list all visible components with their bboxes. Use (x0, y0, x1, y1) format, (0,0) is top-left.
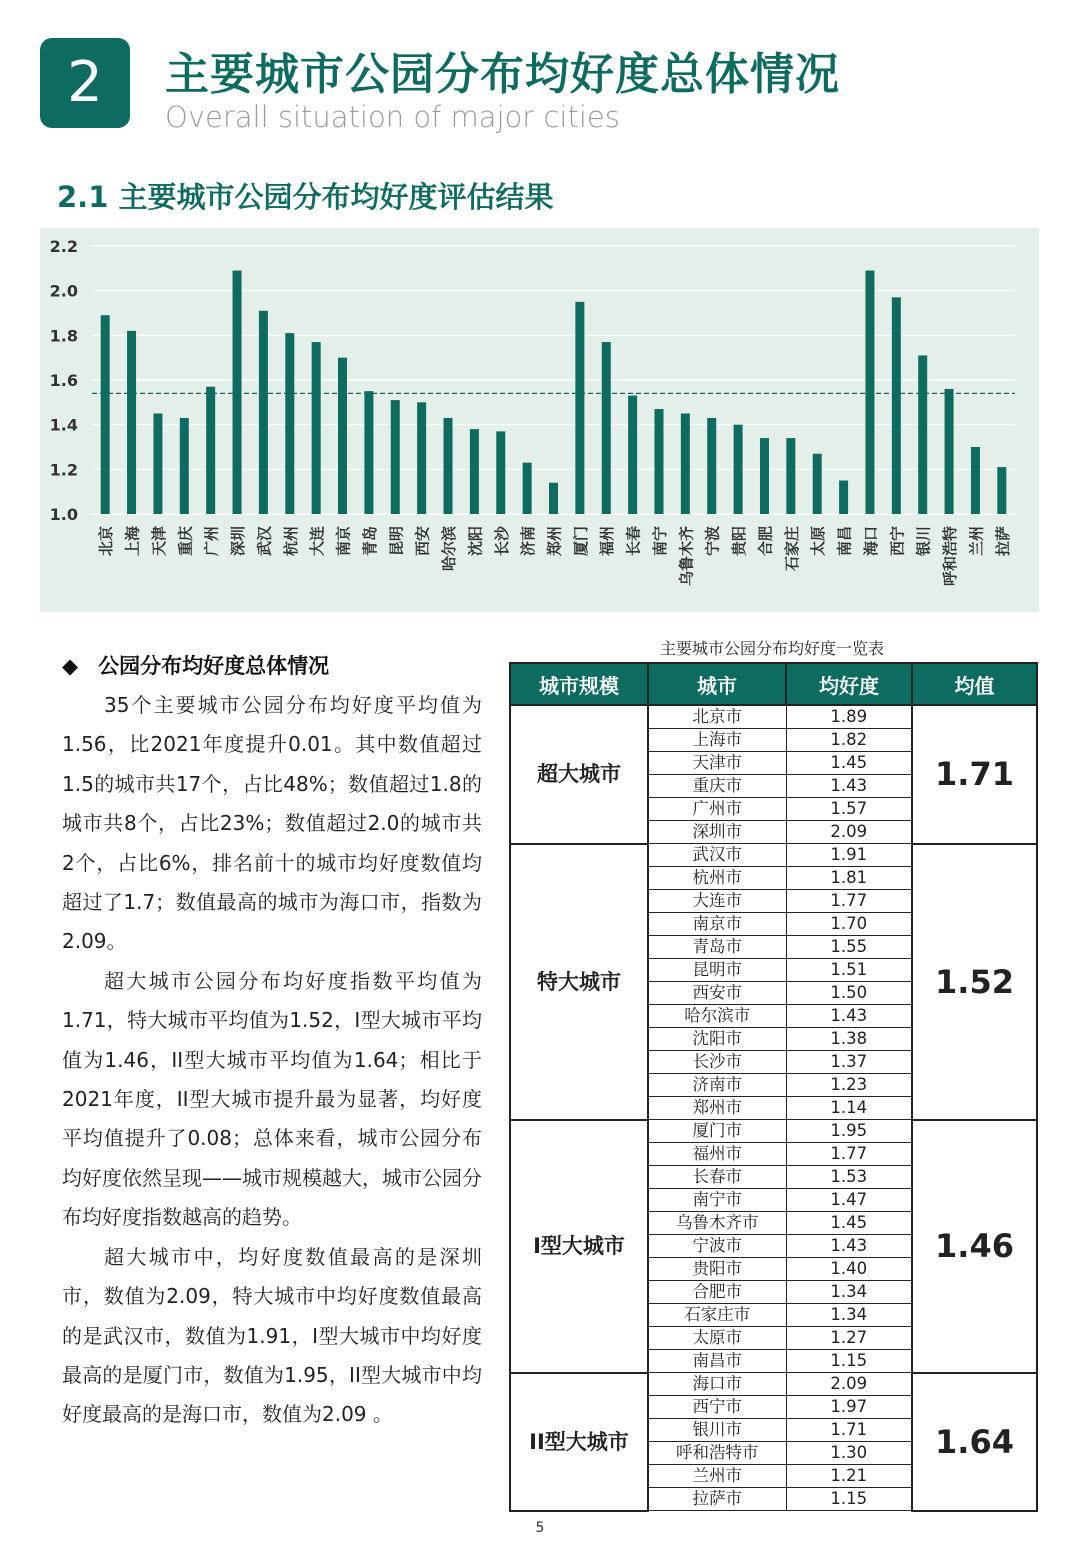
bar-天津 (153, 414, 162, 515)
value-cell: 1.34 (786, 1281, 912, 1304)
city-cell: 海口市 (648, 1373, 786, 1396)
value-cell: 1.15 (786, 1350, 912, 1373)
bar-济南 (523, 463, 532, 514)
city-cell: 郑州市 (648, 1097, 786, 1120)
x-tick-label: 济南 (519, 526, 538, 557)
paragraph-1: 35个主要城市公园分布均好度平均值为1.56，比2021年度提升0.01。其中数值超过1.5的城市共17个，占比48%；数值超过1.8的城市共8个，占比23%；数值超过2.0的城市共2个，占比6%，排名前十的城市均好度数值均超过了1.7；数值最高的城市为海口市，指数为2.09。 (62, 693, 482, 954)
city-cell: 深圳市 (648, 821, 786, 844)
x-tick-label: 贵阳 (730, 526, 749, 557)
page-subtitle: Overall situation of major cities (165, 100, 620, 134)
x-tick-label: 乌鲁木齐 (677, 526, 696, 587)
table-row (510, 1373, 1037, 1396)
value-cell: 1.45 (786, 1212, 912, 1235)
x-tick-label: 福州 (598, 526, 617, 557)
x-tick-label: 上海 (123, 526, 142, 557)
x-tick-label: 长沙 (492, 526, 511, 557)
mean-cell: 1.71 (912, 705, 1037, 844)
city-cell: 沈阳市 (648, 1028, 786, 1051)
x-tick-label: 兰州 (967, 526, 986, 557)
value-cell: 1.30 (786, 1442, 912, 1465)
header-mean: 均值 (912, 663, 1037, 705)
bar-上海 (127, 331, 136, 514)
x-tick-label: 拉萨 (993, 526, 1012, 557)
bar-贵阳 (734, 425, 743, 514)
value-cell: 1.27 (786, 1327, 912, 1350)
y-tick-label: 1.2 (49, 460, 78, 480)
value-cell: 1.70 (786, 913, 912, 936)
bar-青岛 (364, 391, 373, 514)
header-scale: 城市规模 (510, 663, 648, 705)
bar-chart-svg (40, 228, 1039, 612)
value-cell: 1.38 (786, 1028, 912, 1051)
bar-合肥 (760, 438, 769, 514)
city-cell: 银川市 (648, 1419, 786, 1442)
city-cell: 重庆市 (648, 775, 786, 798)
city-cell: 乌鲁木齐市 (648, 1212, 786, 1235)
value-cell: 1.21 (786, 1465, 912, 1488)
value-cell: 1.57 (786, 798, 912, 821)
value-cell: 1.37 (786, 1051, 912, 1074)
paragraph-3: 超大城市中，均好度数值最高的是深圳市，数值为2.09，特大城市中均好度数值最高的是武汉市，数值为1.91，I型大城市中均好度最高的是厦门市，数值为1.95，II型大城市中均好度最高的是海口市，数值为2.09 。 (62, 1244, 482, 1427)
bar-南宁 (654, 409, 663, 514)
value-cell: 1.15 (786, 1488, 912, 1511)
bar-海口 (865, 271, 874, 514)
bar-宁波 (707, 418, 716, 514)
table-row (510, 844, 1037, 867)
city-cell: 广州市 (648, 798, 786, 821)
city-cell: 武汉市 (648, 844, 786, 867)
value-cell: 1.43 (786, 775, 912, 798)
x-tick-label: 广州 (202, 526, 221, 557)
city-cell: 厦门市 (648, 1120, 786, 1143)
x-tick-label: 南昌 (835, 526, 854, 557)
value-cell: 1.89 (786, 705, 912, 729)
bar-chart (40, 228, 1039, 612)
x-tick-label: 石家庄 (782, 526, 801, 572)
value-cell: 2.09 (786, 1373, 912, 1396)
city-cell: 长春市 (648, 1166, 786, 1189)
value-cell: 1.51 (786, 959, 912, 982)
city-scale-cell: 特大城市 (510, 844, 648, 1120)
bar-沈阳 (470, 429, 479, 514)
y-tick-label: 2.0 (49, 281, 78, 301)
x-tick-label: 沈阳 (466, 526, 485, 557)
city-scale-cell: I型大城市 (510, 1120, 648, 1373)
value-cell: 1.91 (786, 844, 912, 867)
city-cell: 昆明市 (648, 959, 786, 982)
table-row (510, 1120, 1037, 1143)
y-tick-label: 1.8 (49, 326, 78, 346)
city-cell: 青岛市 (648, 936, 786, 959)
mean-cell: 1.64 (912, 1373, 1037, 1511)
city-cell: 宁波市 (648, 1235, 786, 1258)
x-tick-label: 重庆 (176, 526, 195, 557)
x-tick-label: 昆明 (387, 526, 406, 557)
table-header-row (510, 663, 1037, 705)
x-tick-label: 武汉 (255, 526, 274, 557)
value-cell: 1.81 (786, 867, 912, 890)
page-title: 主要城市公园分布均好度总体情况 (165, 49, 840, 100)
y-tick-label: 1.6 (49, 371, 78, 390)
x-tick-label: 南宁 (650, 526, 669, 557)
value-cell: 1.97 (786, 1396, 912, 1419)
bar-石家庄 (786, 438, 795, 514)
bar-长春 (628, 396, 637, 514)
city-cell: 南昌市 (648, 1350, 786, 1373)
x-tick-label: 青岛 (360, 526, 379, 557)
section-number-badge: 2 (40, 38, 130, 128)
city-cell: 福州市 (648, 1143, 786, 1166)
summary-table (509, 662, 1038, 1512)
x-tick-label: 合肥 (756, 526, 775, 557)
table-caption: 主要城市公园分布均好度一览表 (659, 639, 884, 658)
city-cell: 上海市 (648, 729, 786, 752)
body-text (62, 686, 482, 1435)
city-scale-cell: II型大城市 (510, 1373, 648, 1511)
x-tick-label: 深圳 (229, 526, 248, 557)
bar-北京 (101, 315, 110, 514)
x-tick-label: 南京 (334, 526, 353, 557)
value-cell: 1.77 (786, 1143, 912, 1166)
paragraph-2: 超大城市公园分布均好度指数平均值为1.71，特大城市平均值为1.52，I型大城市平均值为1.46，II型大城市平均值为1.64；相比于2021年度，II型大城市提升最为显著，均好度平均值提升了0.08；总体来看，城市公园分布均好度依然呈现——城市规模越大，城市公园分布均好度指数越高的趋势。 (62, 968, 482, 1230)
bar-银川 (918, 355, 927, 514)
bar-西安 (417, 402, 426, 514)
bar-西宁 (892, 297, 901, 514)
value-cell: 1.23 (786, 1074, 912, 1097)
value-cell: 1.77 (786, 890, 912, 913)
city-cell: 贵阳市 (648, 1258, 786, 1281)
value-cell: 1.50 (786, 982, 912, 1005)
section-title: 2.1 主要城市公园分布均好度评估结果 (57, 180, 554, 214)
x-tick-label: 天津 (149, 526, 168, 557)
y-tick-label: 1.0 (49, 505, 78, 524)
x-tick-label: 郑州 (545, 526, 564, 557)
bar-杭州 (285, 333, 294, 514)
bar-武汉 (259, 311, 268, 514)
city-cell: 长沙市 (648, 1051, 786, 1074)
bar-福州 (602, 342, 611, 514)
x-tick-label: 西安 (413, 526, 432, 557)
x-tick-label: 杭州 (281, 526, 300, 557)
x-tick-label: 呼和浩特 (941, 526, 960, 587)
city-cell: 兰州市 (648, 1465, 786, 1488)
value-cell: 1.34 (786, 1304, 912, 1327)
city-cell: 杭州市 (648, 867, 786, 890)
bar-南京 (338, 358, 347, 514)
city-cell: 哈尔滨市 (648, 1005, 786, 1028)
table-row (510, 705, 1037, 729)
bar-太原 (813, 454, 822, 514)
bar-呼和浩特 (945, 389, 954, 514)
page-number: 5 (535, 1520, 545, 1536)
x-tick-label: 哈尔滨 (440, 526, 459, 572)
value-cell: 1.55 (786, 936, 912, 959)
city-cell: 北京市 (648, 705, 786, 729)
diamond-bullet-icon: ◆ (62, 654, 79, 678)
x-tick-label: 西宁 (888, 526, 907, 557)
value-cell: 2.09 (786, 821, 912, 844)
city-cell: 天津市 (648, 752, 786, 775)
city-cell: 南宁市 (648, 1189, 786, 1212)
y-tick-label: 1.4 (49, 415, 78, 435)
x-tick-label: 宁波 (703, 526, 722, 557)
x-tick-label: 银川 (914, 526, 933, 557)
city-scale-cell: 超大城市 (510, 705, 648, 844)
bar-深圳 (233, 271, 242, 514)
bullet-heading-label: 公园分布均好度总体情况 (98, 654, 330, 678)
mean-cell: 1.52 (912, 844, 1037, 1120)
value-cell: 1.71 (786, 1419, 912, 1442)
bar-郑州 (549, 483, 558, 514)
value-cell: 1.53 (786, 1166, 912, 1189)
x-tick-label: 厦门 (571, 526, 590, 557)
value-cell: 1.14 (786, 1097, 912, 1120)
x-tick-label: 大连 (308, 526, 327, 557)
bar-重庆 (180, 418, 189, 514)
city-cell: 西安市 (648, 982, 786, 1005)
y-tick-label: 2.2 (49, 237, 78, 256)
city-cell: 石家庄市 (648, 1304, 786, 1327)
value-cell: 1.95 (786, 1120, 912, 1143)
header-city: 城市 (648, 663, 786, 705)
bar-厦门 (575, 302, 584, 514)
bar-昆明 (391, 400, 400, 514)
bar-广州 (206, 387, 215, 514)
bar-拉萨 (997, 467, 1006, 514)
value-cell: 1.47 (786, 1189, 912, 1212)
x-tick-label: 海口 (861, 526, 880, 557)
bar-兰州 (971, 447, 980, 514)
value-cell: 1.82 (786, 729, 912, 752)
value-cell: 1.40 (786, 1258, 912, 1281)
city-cell: 西宁市 (648, 1396, 786, 1419)
table-body (510, 705, 1037, 1511)
bar-大连 (312, 342, 321, 514)
city-cell: 大连市 (648, 890, 786, 913)
x-tick-label: 北京 (97, 526, 116, 557)
value-cell: 1.43 (786, 1005, 912, 1028)
bar-长沙 (496, 431, 505, 514)
value-cell: 1.43 (786, 1235, 912, 1258)
x-tick-label: 长春 (624, 526, 643, 557)
city-cell: 太原市 (648, 1327, 786, 1350)
mean-cell: 1.46 (912, 1120, 1037, 1373)
header-value: 均好度 (786, 663, 912, 705)
bar-哈尔滨 (444, 418, 453, 514)
city-cell: 南京市 (648, 913, 786, 936)
bullet-heading (62, 650, 329, 680)
city-cell: 呼和浩特市 (648, 1442, 786, 1465)
city-cell: 拉萨市 (648, 1488, 786, 1511)
city-cell: 合肥市 (648, 1281, 786, 1304)
bar-南昌 (839, 481, 848, 515)
x-tick-label: 太原 (809, 526, 828, 557)
bar-乌鲁木齐 (681, 414, 690, 515)
city-cell: 济南市 (648, 1074, 786, 1097)
value-cell: 1.45 (786, 752, 912, 775)
